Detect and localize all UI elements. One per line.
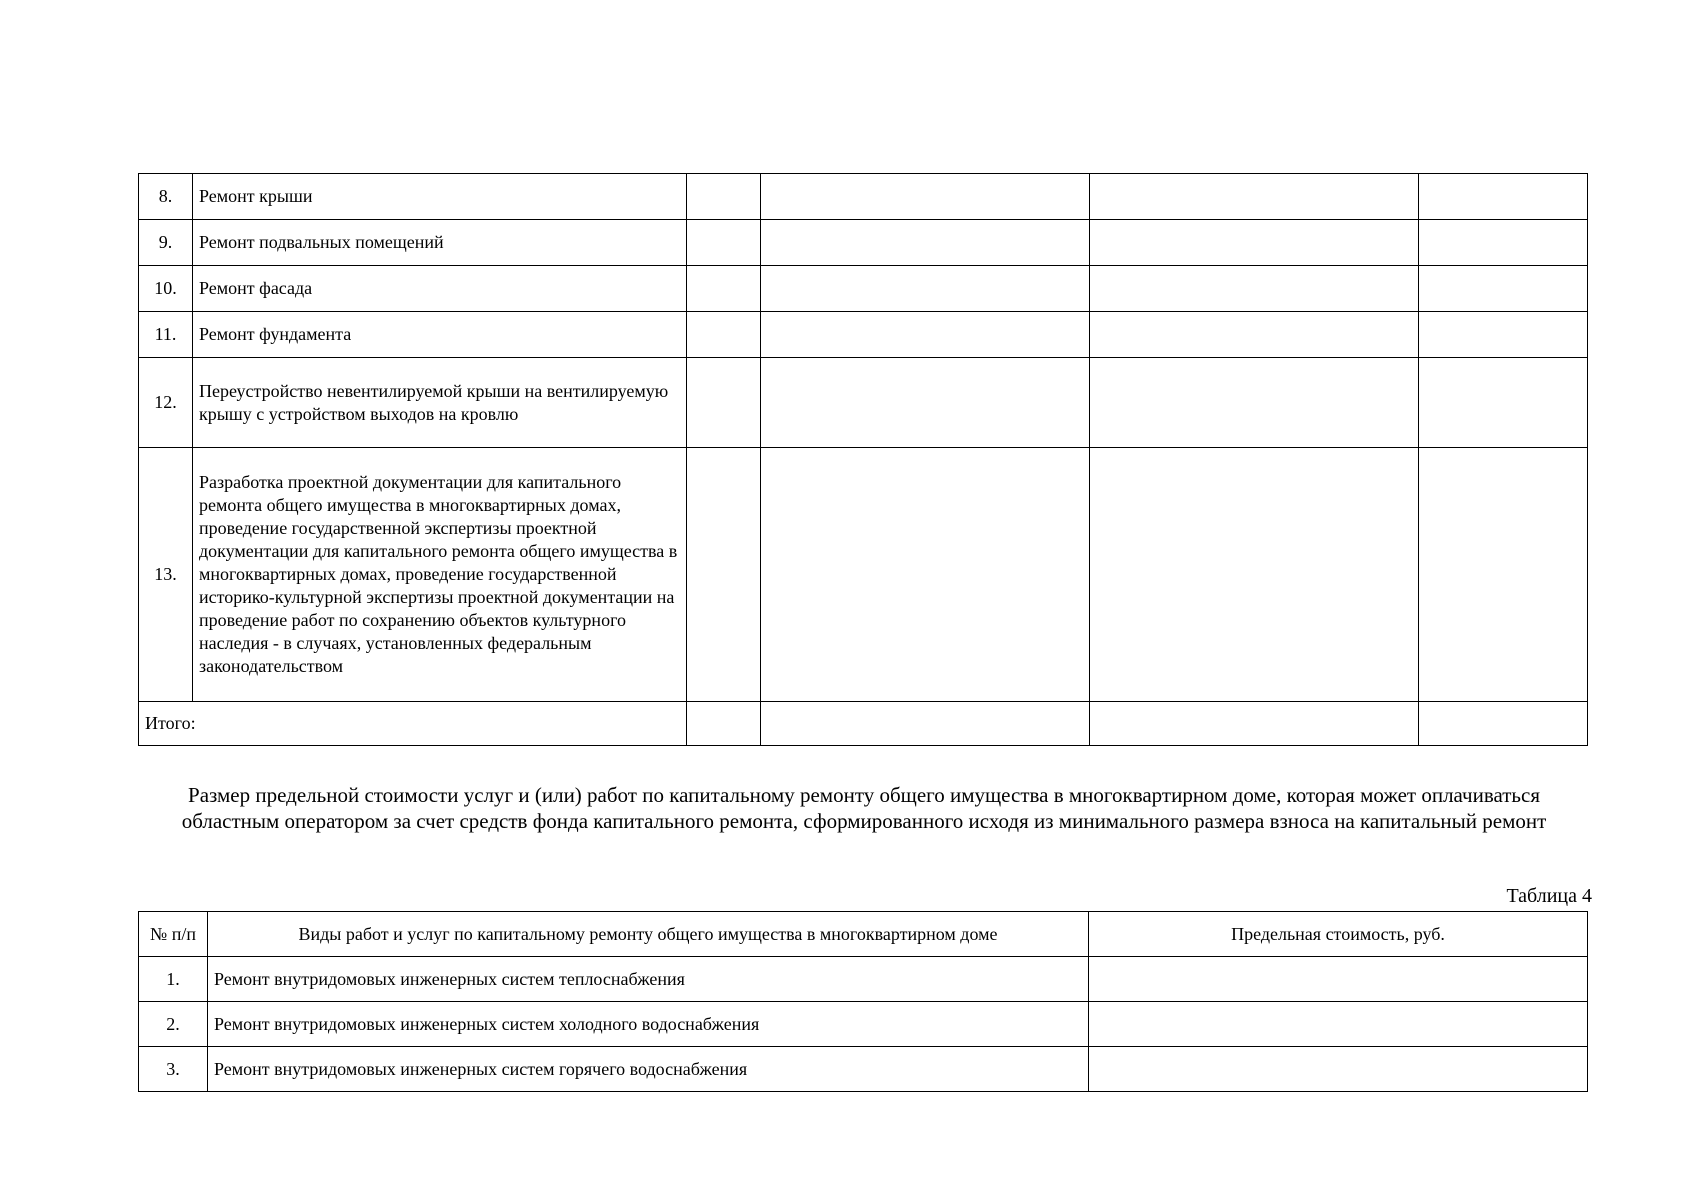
empty-cell [1090, 312, 1419, 358]
empty-cell [1419, 702, 1588, 746]
empty-cell [687, 358, 761, 448]
empty-cell [1090, 448, 1419, 702]
section-heading: Размер предельной стоимости услуг и (или) работ по капитальному ремонту общего имущества в многоквартирном доме, которая может оплачиваться областным оператором за счет средств фонда капитального ремонта, сформированного исходя из минимального размера взноса на капитальный ремонт [181, 783, 1547, 833]
empty-cell [1090, 266, 1419, 312]
work-types-table-continued [138, 173, 1588, 746]
empty-cell [761, 358, 1090, 448]
row-number: 8. [139, 174, 193, 220]
cost-cell [1089, 1047, 1588, 1092]
empty-cell [1090, 174, 1419, 220]
empty-cell [761, 312, 1090, 358]
work-name: Ремонт внутридомовых инженерных систем холодного водоснабжения [208, 1002, 1089, 1047]
table-row [139, 957, 1588, 1002]
row-number: 12. [139, 358, 193, 448]
table-row [139, 358, 1588, 448]
work-name: Ремонт фасада [193, 266, 687, 312]
table-header-row [139, 912, 1588, 957]
table-row [139, 1002, 1588, 1047]
row-number: 13. [139, 448, 193, 702]
empty-cell [687, 312, 761, 358]
row-number: 11. [139, 312, 193, 358]
empty-cell [687, 220, 761, 266]
empty-cell [761, 266, 1090, 312]
row-number: 9. [139, 220, 193, 266]
row-number: 3. [139, 1047, 208, 1092]
empty-cell [1090, 220, 1419, 266]
work-name: Ремонт подвальных помещений [193, 220, 687, 266]
empty-cell [1419, 448, 1588, 702]
work-name: Ремонт крыши [193, 174, 687, 220]
work-name: Переустройство невентилируемой крыши на вентилируемую крышу с устройством выходов на кровлю [193, 358, 687, 448]
empty-cell [687, 266, 761, 312]
column-header-work-type: Виды работ и услуг по капитальному ремонту общего имущества в многоквартирном доме [208, 912, 1089, 957]
column-header-number: № п/п [139, 912, 208, 957]
cost-cell [1089, 1002, 1588, 1047]
table-row [139, 220, 1588, 266]
column-header-cost: Предельная стоимость, руб. [1089, 912, 1588, 957]
empty-cell [1419, 312, 1588, 358]
empty-cell [687, 448, 761, 702]
table-row [139, 312, 1588, 358]
cost-limit-table [138, 911, 1588, 1092]
empty-cell [1419, 358, 1588, 448]
empty-cell [687, 702, 761, 746]
empty-cell [761, 702, 1090, 746]
total-row [139, 702, 1588, 746]
empty-cell [761, 174, 1090, 220]
work-name: Ремонт внутридомовых инженерных систем теплоснабжения [208, 957, 1089, 1002]
table-row [139, 174, 1588, 220]
row-number: 10. [139, 266, 193, 312]
empty-cell [761, 448, 1090, 702]
table-caption: Таблица 4 [1506, 885, 1592, 907]
empty-cell [1419, 220, 1588, 266]
work-name: Ремонт фундамента [193, 312, 687, 358]
table-row [139, 266, 1588, 312]
empty-cell [687, 174, 761, 220]
row-number: 1. [139, 957, 208, 1002]
total-label: Итого: [139, 702, 687, 746]
empty-cell [1419, 266, 1588, 312]
row-number: 2. [139, 1002, 208, 1047]
table-row [139, 1047, 1588, 1092]
cost-cell [1089, 957, 1588, 1002]
work-name: Ремонт внутридомовых инженерных систем горячего водоснабжения [208, 1047, 1089, 1092]
table-row [139, 448, 1588, 702]
empty-cell [1419, 174, 1588, 220]
empty-cell [761, 220, 1090, 266]
work-name: Разработка проектной документации для капитального ремонта общего имущества в многоквартирных домах, проведение государственной экспертизы проектной документации для капитального ремонта общего имущества в многоквартирных домах, проведение государственной историко-культурной экспертизы проектной документации на проведение работ по сохранению объектов культурного наследия - в случаях, установленных федеральным законодательством [193, 448, 687, 702]
empty-cell [1090, 702, 1419, 746]
empty-cell [1090, 358, 1419, 448]
